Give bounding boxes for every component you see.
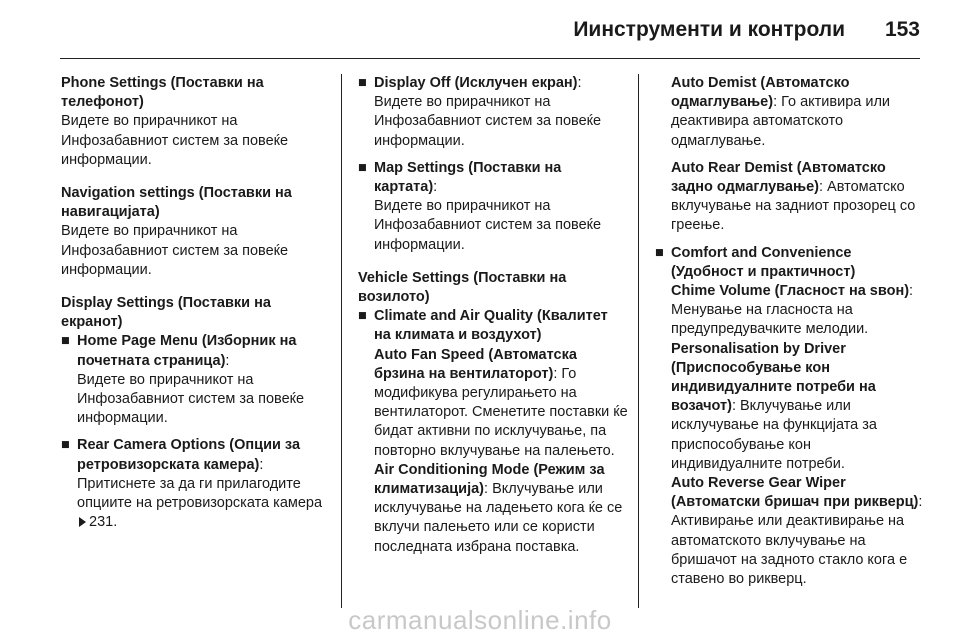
navigation-settings-heading: Navigation settings (Поставки на навигацијата) xyxy=(61,185,292,221)
vehicle-settings-section xyxy=(358,269,628,557)
sub-item-text: : Активирање или деактивирање на автоматското вклучување на бришачот на задното стакло кога е ставено во рикверц. xyxy=(671,494,923,588)
bullet-mark: ■ xyxy=(61,333,70,350)
sub-item-label: Auto Rear Demist (Автоматско задно одмаглување) xyxy=(671,159,886,196)
sub-item-text: : Вклучување или исклучување на ладењето кога ќе се вклучи палењето или се користи последната избрана поставка. xyxy=(374,481,623,555)
list-item xyxy=(61,332,331,428)
header-title: Иинструменти и контроли xyxy=(573,18,845,41)
sub-item-label: Personalisation by Driver (Приспособување кон индивидуалните потреби на возачот) xyxy=(671,340,876,415)
column-2 xyxy=(358,74,628,565)
navigation-settings-section xyxy=(61,184,331,280)
sub-item-label: Auto Fan Speed (Автоматска брзина на вентилаторот) xyxy=(374,346,577,382)
column-divider-1 xyxy=(341,74,342,608)
item-text: Видете во прирачникот на Инфозабавниот систем за повеќе информации. xyxy=(77,371,305,427)
column-3 xyxy=(655,74,925,597)
item-colon: : xyxy=(577,75,582,91)
sub-item-text: : Го активира или деактивира автоматското одмаглување. xyxy=(671,94,891,149)
item-colon: : xyxy=(433,179,438,196)
page-number: 153 xyxy=(884,18,920,41)
list-item xyxy=(655,244,925,590)
vehicle-settings-heading: Vehicle Settings (Поставки на возилото) xyxy=(358,269,567,306)
bullet-mark: ■ xyxy=(358,75,367,91)
list-item xyxy=(358,159,628,255)
column-1 xyxy=(61,74,331,540)
sub-item-label: Auto Demist (Автоматско одмаглување) xyxy=(671,75,850,111)
item-label: Climate and Air Quality (Квалитет на климата и воздухот) xyxy=(374,308,608,344)
phone-settings-section xyxy=(61,74,331,170)
header-rule xyxy=(60,58,920,59)
item-label: Home Page Menu (Изборник на почетната страница) xyxy=(77,333,297,369)
watermark: carmanualsonline.info xyxy=(348,605,612,635)
item-label: Display Off (Исклучен екран) xyxy=(374,75,578,91)
bullet-mark: ■ xyxy=(358,308,367,325)
sub-item-label: Chime Volume (Гласност на ѕвон) xyxy=(671,283,910,300)
list-item xyxy=(61,436,331,532)
item-colon: : xyxy=(225,352,230,369)
item-label: Map Settings (Поставки на картата) xyxy=(374,159,562,196)
climate-continued xyxy=(655,74,925,236)
phone-settings-heading: Phone Settings (Поставки на телефонот) xyxy=(61,75,264,111)
sub-item-text: : Автоматско вклучување на задниот прозорец со греење. xyxy=(671,179,916,234)
navigation-settings-text: Видете во прирачникот на Инфозабавниот систем за повеќе информации. xyxy=(61,223,289,278)
list-item xyxy=(358,74,628,151)
item-label: Comfort and Convenience (Удобност и практичност) xyxy=(671,244,856,280)
item-text: Видете во прирачникот на Инфозабавниот систем за повеќе информации. xyxy=(374,94,602,149)
item-text: Видете во прирачникот на Инфозабавниот систем за повеќе информации. xyxy=(374,198,602,253)
sub-item-text: : Менување на гласноста на предупредувачките мелодии. xyxy=(671,283,914,338)
display-settings-heading: Display Settings (Поставки на екранот) xyxy=(61,295,271,331)
column-divider-2 xyxy=(638,74,639,608)
sub-item-label: Air Conditioning Mode (Режим за климатизација) xyxy=(374,461,605,498)
sub-item-text: : Го модификува регулирањето на вентилаторот. Сменетите поставки ќе бидат активни по исклучување, па повторно вклучување на палењето. xyxy=(374,365,628,459)
sub-item-label: Auto Reverse Gear Wiper (Автоматски бришач при рикверц) xyxy=(671,475,919,511)
phone-settings-text: Видете во прирачникот на Инфозабавниот систем за повеќе информации. xyxy=(61,113,289,168)
page-header xyxy=(0,0,960,58)
page-reference-icon xyxy=(79,517,86,527)
item-label: Rear Camera Options (Опции за ретровизорската камера) xyxy=(77,437,301,473)
bullet-mark: ■ xyxy=(655,244,664,261)
list-item xyxy=(358,307,628,557)
bullet-mark: ■ xyxy=(358,159,367,176)
page-reference[interactable]: 231. xyxy=(89,514,118,531)
item-colon: : xyxy=(259,456,264,473)
display-settings-section xyxy=(61,294,331,532)
sub-item-text: : Вклучување или исклучување на функцијата за приспособување кон индивидуалните потреби. xyxy=(671,398,877,472)
item-text: Притиснете за да ги прилагодите опциите на ретровизорската камера xyxy=(77,475,323,512)
bullet-mark: ■ xyxy=(61,437,70,454)
